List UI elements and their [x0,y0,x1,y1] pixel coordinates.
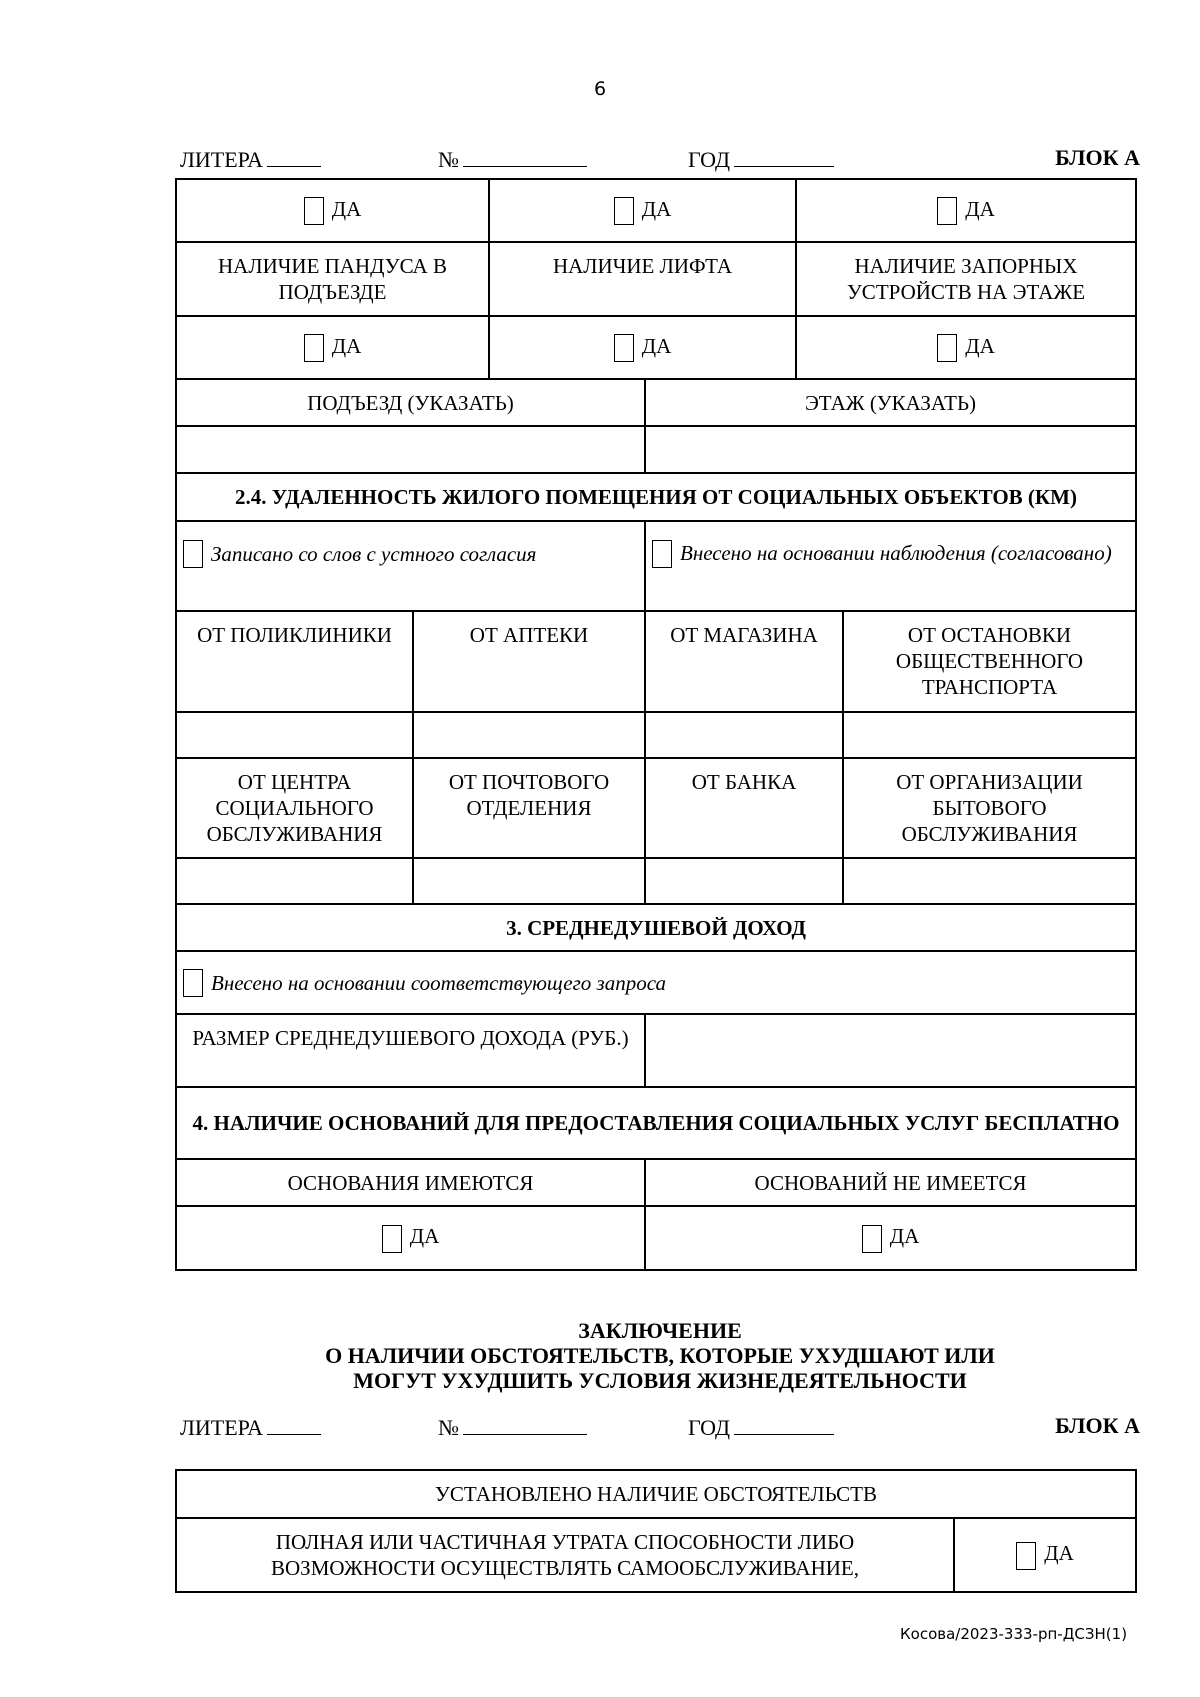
floor-label: ЭТАЖ (УКАЗАТЬ) [645,379,1136,426]
section-2-4-title: 2.4. УДАЛЕННОСТЬ ЖИЛОГО ПОМЕЩЕНИЯ ОТ СОЦИАЛЬНЫХ ОБЪЕКТОВ (КМ) [176,473,1136,521]
checkbox[interactable] [183,540,203,568]
distance-pharmacy-label: ОТ АПТЕКИ [413,611,645,712]
distance-shop-value[interactable] [645,712,843,758]
entrance-label: ПОДЪЕЗД (УКАЗАТЬ) [176,379,645,426]
elevator-yes: ДА [489,316,796,379]
block-label: БЛОК А [1055,145,1140,170]
locks-label: НАЛИЧИЕ ЗАПОРНЫХ УСТРОЙСТВ НА ЭТАЖЕ [796,242,1136,316]
floor-value[interactable] [645,426,1136,473]
verbal-consent-label: Записано со слов с устного согласия [211,542,537,566]
distance-clinic-label: ОТ ПОЛИКЛИНИКИ [176,611,413,712]
section-4-title: 4. НАЛИЧИЕ ОСНОВАНИЙ ДЛЯ ПРЕДОСТАВЛЕНИЯ СОЦИАЛЬНЫХ УСЛУГ БЕСПЛАТНО [176,1087,1136,1159]
checkbox[interactable] [304,197,324,225]
checkbox[interactable] [937,334,957,362]
litera-field[interactable] [267,142,321,167]
page-number: 6 [593,78,607,100]
litera-label: ЛИТЕРА [180,1415,263,1440]
distance-social-center-value[interactable] [176,858,413,904]
income-table [175,903,1137,1271]
distance-shop-label: ОТ МАГАЗИНА [645,611,843,712]
year-label: ГОД [688,147,730,172]
distance-transport-label: ОТ ОСТАНОВКИ ОБЩЕСТВЕННОГО ТРАНСПОРТА [843,611,1136,712]
conclusion-line-1: ЗАКЛЮЧЕНИЕ [578,1318,742,1343]
verbal-consent-cell [176,521,645,611]
distance-services-value[interactable] [843,858,1136,904]
checkbox[interactable] [937,197,957,225]
document-header-2 [180,1410,1140,1442]
checkbox[interactable] [183,969,203,997]
checkbox[interactable] [614,334,634,362]
income-size-label: РАЗМЕР СРЕДНЕДУШЕВОГО ДОХОДА (РУБ.) [176,1014,645,1087]
grounds-no-check: ДА [645,1206,1136,1270]
circumstances-title: УСТАНОВЛЕНО НАЛИЧИЕ ОБСТОЯТЕЛЬСТВ [176,1470,1136,1518]
checkbox[interactable] [382,1225,402,1253]
distance-social-center-label: ОТ ЦЕНТРА СОЦИАЛЬНОГО ОБСЛУЖИВАНИЯ [176,758,413,858]
litera-field[interactable] [267,1410,321,1435]
checkbox[interactable] [862,1225,882,1253]
number-field[interactable] [463,1410,587,1435]
cell-yes-b: ДА [489,179,796,242]
elevator-label: НАЛИЧИЕ ЛИФТА [489,242,796,316]
checkbox[interactable] [652,540,672,568]
self-care-label: ПОЛНАЯ ИЛИ ЧАСТИЧНАЯ УТРАТА СПОСОБНОСТИ ЛИБО ВОЗМОЖНОСТИ ОСУЩЕСТВЛЯТЬ САМООБСЛУЖИВАНИЕ, [176,1518,954,1592]
distance-post-label: ОТ ПОЧТОВОГО ОТДЕЛЕНИЯ [413,758,645,858]
number-label: № [438,1415,459,1440]
circumstances-table [175,1469,1137,1593]
distance-bank-label: ОТ БАНКА [645,758,843,858]
cell-yes-c: ДА [796,179,1136,242]
year-field[interactable] [734,142,834,167]
amenities-table [175,178,1137,380]
distance-post-value[interactable] [413,858,645,904]
income-size-value[interactable] [645,1014,1136,1087]
checkbox[interactable] [614,197,634,225]
distance-pharmacy-value[interactable] [413,712,645,758]
grounds-no-label: ОСНОВАНИЙ НЕ ИМЕЕТСЯ [645,1159,1136,1206]
year-field[interactable] [734,1410,834,1435]
grounds-yes-check: ДА [176,1206,645,1270]
conclusion-line-2: О НАЛИЧИИ ОБСТОЯТЕЛЬСТВ, КОТОРЫЕ УХУДШАЮТ ИЛИ [325,1343,995,1368]
checkbox[interactable] [304,334,324,362]
observed-label: Внесено на основании наблюдения (согласовано) [680,541,1112,565]
litera-label: ЛИТЕРА [180,147,263,172]
section-3-title: 3. СРЕДНЕДУШЕВОЙ ДОХОД [176,904,1136,951]
ramp-yes: ДА [176,316,489,379]
conclusion-heading [180,1318,1140,1393]
document-header [180,142,1140,174]
conclusion-line-3: МОГУТ УХУДШИТЬ УСЛОВИЯ ЖИЗНЕДЕЯТЕЛЬНОСТИ [353,1368,967,1393]
distance-services-label: ОТ ОРГАНИЗАЦИИ БЫТОВОГО ОБСЛУЖИВАНИЯ [843,758,1136,858]
number-label: № [438,147,459,172]
observed-cell [645,521,1136,611]
footer-code: Косова/2023-333-рп-ДСЗН(1) [900,1625,1128,1643]
self-care-check: ДА [954,1518,1136,1592]
distance-bank-value[interactable] [645,858,843,904]
income-request-cell [176,951,1136,1014]
grounds-yes-label: ОСНОВАНИЯ ИМЕЮТСЯ [176,1159,645,1206]
number-field[interactable] [463,142,587,167]
income-request-label: Внесено на основании соответствующего запроса [211,970,666,995]
distances-table [175,610,1137,905]
cell-yes-a: ДА [176,179,489,242]
locks-yes: ДА [796,316,1136,379]
block-label: БЛОК А [1055,1413,1140,1438]
distance-clinic-value[interactable] [176,712,413,758]
checkbox[interactable] [1016,1542,1036,1570]
entrance-floor-table [175,378,1137,612]
distance-transport-value[interactable] [843,712,1136,758]
year-label: ГОД [688,1415,730,1440]
entrance-value[interactable] [176,426,645,473]
ramp-label: НАЛИЧИЕ ПАНДУСА В ПОДЪЕЗДЕ [176,242,489,316]
